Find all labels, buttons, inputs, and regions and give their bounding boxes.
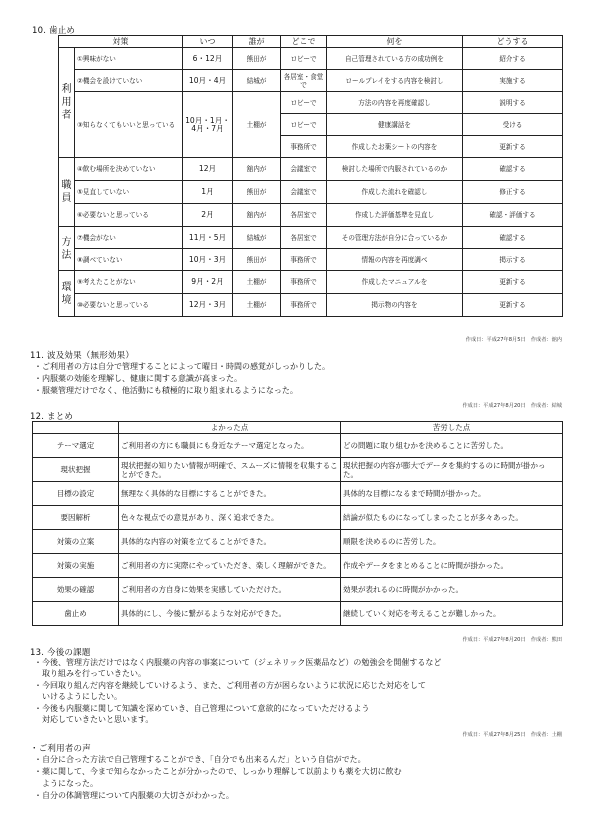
cell-what: その管理方法が自分に合っているか	[327, 227, 463, 249]
cell-problem: ①興味がない	[75, 48, 183, 70]
summary-good: ご利用者の方にも職員にも身近なテーマ選定となった。	[119, 434, 341, 458]
cell-do: 確認する	[463, 158, 563, 181]
summary-label: 要因解析	[33, 506, 119, 530]
cell-when: 9月・2月	[183, 271, 233, 294]
table-row	[59, 294, 563, 317]
category-user: 利用者	[59, 48, 75, 158]
cell-problem: ⑧調べていない	[75, 249, 183, 271]
cell-when: 6・12月	[183, 48, 233, 70]
future-line: ・今回取り組んだ内容を継続していけるよう、また、ご利用者の方が困らないように状況に応じた対応をして	[34, 681, 426, 690]
cell-when: 10月・4月	[183, 70, 233, 92]
category-environment: 環境	[59, 271, 75, 317]
section-13-title: 13. 今後の課題	[30, 648, 91, 658]
summary-good: ご利用者の方に実際にやっていただき、楽しく理解ができた。	[119, 554, 341, 578]
cell-problem: ③知らなくてもいいと思っている	[75, 92, 183, 158]
table-row	[33, 482, 563, 506]
summary-good: ご利用者の方自身に効果を実感していただけた。	[119, 578, 341, 602]
cell-who: 土棚が	[233, 92, 281, 158]
summary-hard: 効果が表れるのに時間がかかった。	[341, 578, 563, 602]
summary-hard: 結論が似たものになってしまったことが多々あった。	[341, 506, 563, 530]
cell-do: 更新する	[463, 136, 563, 158]
cell-problem: ②機会を設けていない	[75, 70, 183, 92]
summary-good: 色々な視点での意見があり、深く追求できた。	[119, 506, 341, 530]
summary-hard: どの問題に取り組むかを決めることに苦労した。	[341, 434, 563, 458]
category-staff: 職員	[59, 158, 75, 227]
summary-label: 歯止め	[33, 602, 119, 626]
table-row	[59, 204, 563, 227]
cell-where: 事務所で	[281, 271, 327, 294]
section-11-title: 11. 波及効果（無形効果）	[30, 351, 135, 361]
cell-problem: ⑩必要ないと思っている	[75, 294, 183, 317]
voice-line: ・自分に合った方法で自己管理することができ、「自分でも出来るんだ」という自信がでた。	[34, 755, 366, 764]
future-line: ・今後も内服薬に関して知識を深めていき、自己管理について意欲的になっていただけるよう	[34, 704, 370, 713]
section-10-title: 10. 歯止め	[32, 26, 76, 36]
cell-when: 2月	[183, 204, 233, 227]
summary-hard: 作成やデータをまとめることに時間が掛かった。	[341, 554, 563, 578]
section-12-meta: 作成日：平成27年8月20日 作成者：熊田	[462, 637, 562, 643]
cell-what: 情報の内容を再度調べ	[327, 249, 463, 271]
cell-where: 事務所で	[281, 294, 327, 317]
section-10-meta: 作成日：平成27年8月5日 作成者：舘内	[465, 337, 562, 343]
cell-problem: ④飲む場所を決めていない	[75, 158, 183, 181]
cell-what: 自己管理されている方の成功例を	[327, 48, 463, 70]
cell-what: 検討した場所で内服されているのか	[327, 158, 463, 181]
ripple-line: ・内服薬の効能を理解し、健康に関する意識が高まった。	[34, 374, 242, 383]
cell-do: 説明する	[463, 92, 563, 114]
cell-when: 10月・3月	[183, 249, 233, 271]
cell-do: 紹介する	[463, 48, 563, 70]
table-row	[33, 578, 563, 602]
future-line: ・今後、管理方法だけではなく内服薬の内容の事案について（ジェネリック医薬品など）の勉強会を開催するなど	[34, 658, 442, 667]
summary-hard: 具体的な目標になるまで時間が掛かった。	[341, 482, 563, 506]
cell-where: 会議室で	[281, 181, 327, 204]
header-where: どこで	[281, 36, 327, 48]
cell-who: 結城が	[233, 227, 281, 249]
summary-label: 現状把握	[33, 458, 119, 482]
cell-what: ロールプレイをする内容を検討し	[327, 70, 463, 92]
cell-who: 舘内が	[233, 204, 281, 227]
table-row	[59, 70, 563, 92]
table-row	[59, 158, 563, 181]
header-blank	[33, 422, 119, 434]
summary-hard: 順限を決めるのに苦労した。	[341, 530, 563, 554]
category-method: 方法	[59, 227, 75, 271]
header-hard-points: 苦労した点	[341, 422, 563, 434]
cell-who: 熊田が	[233, 181, 281, 204]
table-row	[59, 92, 563, 114]
prevention-table	[58, 35, 563, 317]
cell-where: ロビーで	[281, 92, 327, 114]
cell-what: 作成した評価基準を見直し	[327, 204, 463, 227]
section-11-meta: 作成日：平成27年8月20日 作成者：結城	[462, 403, 562, 409]
cell-problem: ⑦機会がない	[75, 227, 183, 249]
summary-hard: 現状把握の内容が膨大でデータを集約するのに時間が掛かった。	[341, 458, 563, 482]
summary-good: 具体的にし、今後に繋がるような対応ができた。	[119, 602, 341, 626]
header-good-points: よかった点	[119, 422, 341, 434]
cell-where: 会議室で	[281, 158, 327, 181]
cell-what: 掲示物の内容を	[327, 294, 463, 317]
cell-where: 事務所で	[281, 249, 327, 271]
cell-do: 受ける	[463, 114, 563, 136]
summary-hard: 継続していく対応を考えることが難しかった。	[341, 602, 563, 626]
cell-do: 更新する	[463, 271, 563, 294]
header-when: いつ	[183, 36, 233, 48]
summary-table	[32, 421, 563, 626]
table-row	[59, 249, 563, 271]
cell-where: ロビーで	[281, 48, 327, 70]
table-row	[33, 554, 563, 578]
cell-do: 実施する	[463, 70, 563, 92]
summary-label: 目標の設定	[33, 482, 119, 506]
cell-do: 確認する	[463, 227, 563, 249]
cell-where: 各居室で	[281, 227, 327, 249]
summary-label: 対策の立案	[33, 530, 119, 554]
cell-when: 1月	[183, 181, 233, 204]
cell-when: 12月・3月	[183, 294, 233, 317]
ripple-line: ・服薬管理だけでなく、他活動にも積極的に取り組まれるようになった。	[34, 386, 298, 395]
header-who: 誰が	[233, 36, 281, 48]
section-12-title: 12. まとめ	[30, 412, 74, 422]
cell-where: 各居室で	[281, 204, 327, 227]
cell-what: 方法の内容を再度確認し	[327, 92, 463, 114]
cell-who: 熊田が	[233, 48, 281, 70]
table-row	[33, 530, 563, 554]
table-row	[33, 434, 563, 458]
cell-what: 作成したマニュアルを	[327, 271, 463, 294]
cell-when: 10月・1月・4月・7月	[183, 92, 233, 158]
section-13-meta: 作成日：平成27年8月25日 作成者：土棚	[462, 732, 562, 738]
user-voice-title: ・ご利用者の声	[30, 744, 91, 754]
cell-when: 12月	[183, 158, 233, 181]
table-row	[59, 48, 563, 70]
table-row	[59, 271, 563, 294]
cell-who: 土棚が	[233, 271, 281, 294]
table-row	[59, 227, 563, 249]
cell-who: 結城が	[233, 70, 281, 92]
prevention-header-row	[59, 36, 563, 48]
cell-who: 舘内が	[233, 158, 281, 181]
cell-what: 健康講話を	[327, 114, 463, 136]
summary-good: 具体的な内容の対策を立てることができた。	[119, 530, 341, 554]
cell-do: 確認・評価する	[463, 204, 563, 227]
cell-where: ロビーで	[281, 114, 327, 136]
voice-line: ・薬に関して、今まで知らなかったことが分かったので、しっかり理解して以前よりも薬を大切に飲む	[34, 767, 402, 776]
cell-who: 土棚が	[233, 294, 281, 317]
cell-where: 各居室・食堂で	[281, 70, 327, 92]
ripple-line: ・ご利用者の方は自分で管理することによって曜日・時間の感覚がしっかりした。	[34, 362, 330, 371]
cell-where: 事務所で	[281, 136, 327, 158]
table-row	[33, 458, 563, 482]
cell-what: 作成したお薬シートの内容を	[327, 136, 463, 158]
summary-label: 対策の実施	[33, 554, 119, 578]
header-measure: 対策	[59, 36, 183, 48]
cell-problem: ⑨考えたことがない	[75, 271, 183, 294]
cell-do: 修正する	[463, 181, 563, 204]
cell-who: 熊田が	[233, 249, 281, 271]
summary-header-row	[33, 422, 563, 434]
cell-do: 更新する	[463, 294, 563, 317]
voice-line: ようになった。	[34, 779, 98, 788]
future-line: 取り組みを行っていきたい。	[34, 669, 146, 678]
table-row	[33, 506, 563, 530]
summary-good: 無理なく具体的な目標にすることができた。	[119, 482, 341, 506]
future-line: いけるようにしたい。	[34, 692, 122, 701]
future-line: 対応していきたいと思います。	[34, 715, 154, 724]
cell-do: 掲示する	[463, 249, 563, 271]
header-do: どうする	[463, 36, 563, 48]
table-row	[59, 181, 563, 204]
cell-problem: ⑤見直していない	[75, 181, 183, 204]
cell-what: 作成した流れを確認し	[327, 181, 463, 204]
summary-label: テーマ選定	[33, 434, 119, 458]
voice-line: ・自分の体調管理について内服薬の大切さがわかった。	[34, 791, 234, 800]
summary-label: 効果の確認	[33, 578, 119, 602]
cell-problem: ⑥必要ないと思っている	[75, 204, 183, 227]
header-what: 何を	[327, 36, 463, 48]
summary-good: 現状把握の知りたい情報が明確で、スムーズに情報を収集することができた。	[119, 458, 341, 482]
table-row	[33, 602, 563, 626]
cell-when: 11月・5月	[183, 227, 233, 249]
